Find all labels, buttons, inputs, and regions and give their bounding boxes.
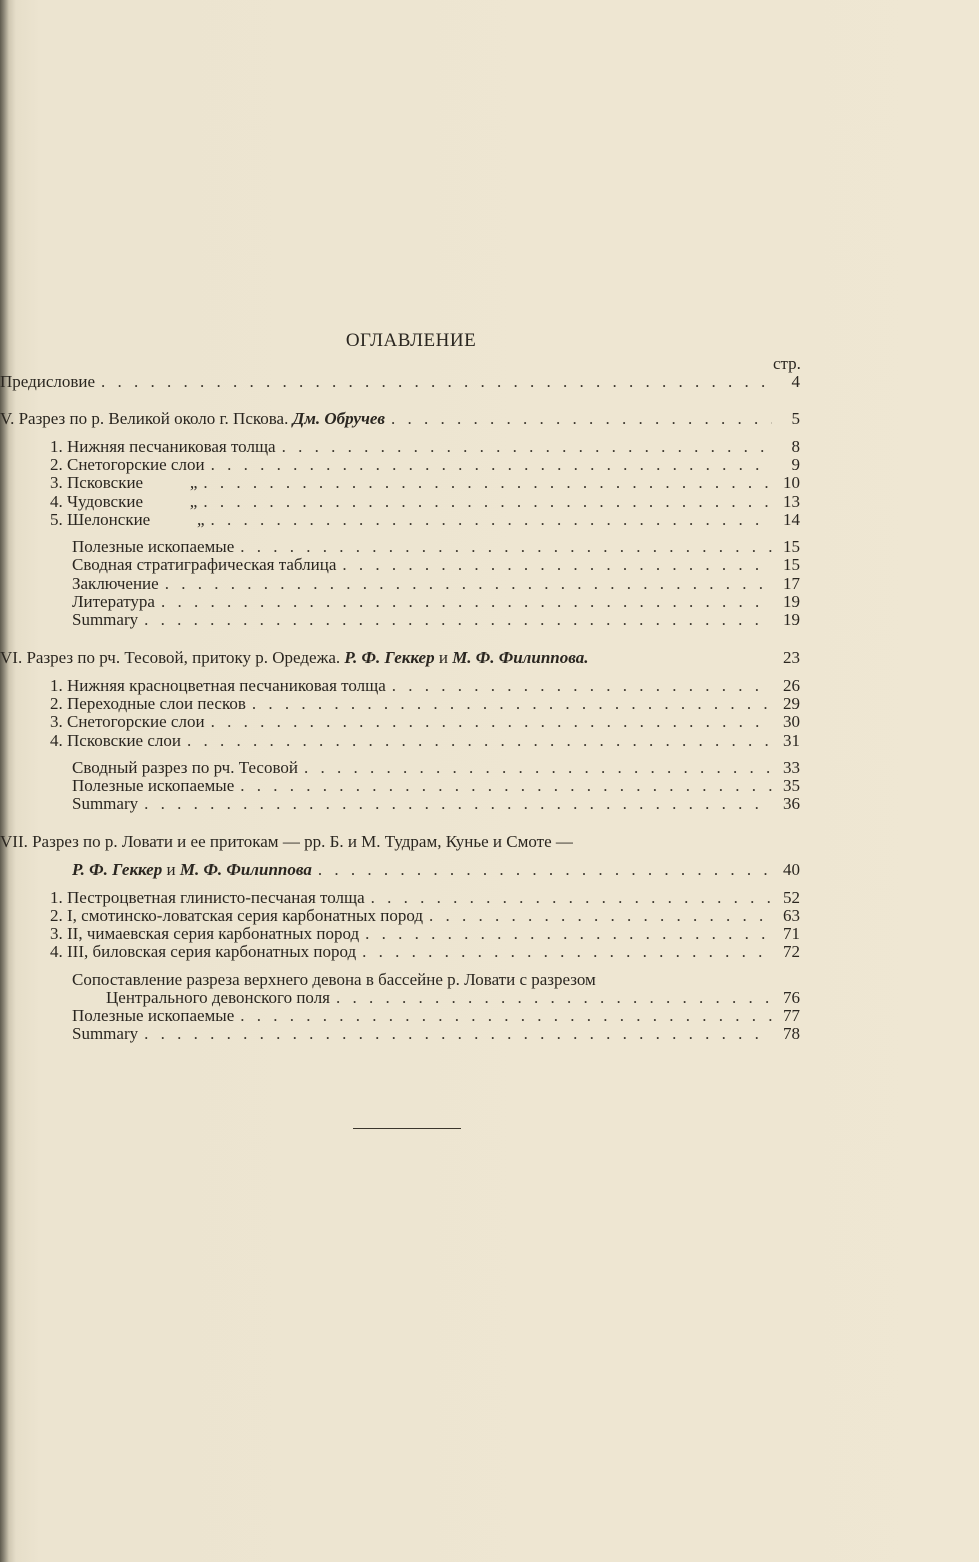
toc-entry[interactable] (72, 1006, 800, 1026)
toc-entry-page: 19 (783, 610, 800, 629)
toc-entry-page: 31 (783, 731, 800, 750)
dot-leader (144, 794, 772, 814)
toc-entry[interactable] (72, 794, 800, 814)
chapter-author: М. Ф. Филиппова. (452, 648, 589, 667)
toc-entry[interactable] (72, 592, 800, 612)
toc-entry-page: 29 (783, 694, 800, 713)
toc-entry[interactable] (50, 437, 800, 457)
dot-leader (240, 1006, 772, 1026)
toc-entry[interactable] (50, 906, 800, 926)
toc-entry-page: 15 (783, 537, 800, 556)
chapter-author: Дм. Обручев (292, 409, 386, 428)
toc-chapter-vii-authors[interactable] (72, 860, 800, 880)
author-conjunction: и (162, 860, 180, 879)
dot-leader (342, 555, 772, 575)
dot-leader (371, 888, 772, 908)
toc-entry-text: 2. I, смотинско-ловатская серия карбонатных пород (50, 906, 423, 925)
toc-entry-text: Summary (72, 794, 139, 813)
toc-entry-page: 17 (783, 574, 800, 593)
toc-entry-page: 23 (783, 648, 800, 667)
toc-entry[interactable] (72, 574, 800, 594)
toc-entry[interactable] (106, 988, 800, 1008)
toc-entry[interactable] (72, 758, 800, 778)
toc-entry[interactable] (50, 492, 800, 512)
toc-entry-page: 35 (783, 776, 800, 795)
chapter-title: VI. Разрез по рч. Тесовой, притоку р. Оредежа. (0, 648, 345, 667)
toc-entry-text: 3. II, чимаевская серия карбонатных пород (50, 924, 360, 943)
toc-entry-text: 4. III, биловская серия карбонатных пород (50, 942, 357, 961)
toc-entry[interactable] (50, 694, 800, 714)
toc-entry-text: 3. Псковские „ (50, 473, 198, 492)
toc-entry-page: 9 (791, 455, 800, 474)
dot-leader (240, 776, 772, 796)
dot-leader (203, 492, 772, 512)
toc-entry[interactable] (50, 924, 800, 944)
toc-entry-text: Полезные ископаемые (72, 1006, 235, 1025)
toc-entry[interactable] (72, 537, 800, 557)
dot-leader (240, 537, 772, 557)
toc-entry-page: 14 (783, 510, 800, 529)
toc-entry-preface[interactable] (0, 372, 800, 392)
chapter-title: V. Разрез по р. Великой около г. Пскова. (0, 409, 293, 428)
dot-leader (429, 906, 772, 926)
dot-leader (144, 1024, 772, 1044)
toc-entry-text: Литература (72, 592, 155, 611)
toc-entry-text: Сводный разрез по рч. Тесовой (72, 758, 298, 777)
dot-leader (187, 731, 772, 751)
toc-entry-page: 5 (791, 409, 800, 428)
toc-entry[interactable] (50, 731, 800, 751)
dot-leader (211, 510, 772, 530)
toc-entry-text: 4. Чудовские „ (50, 492, 198, 511)
toc-entry-page: 10 (783, 473, 800, 492)
dot-leader (336, 988, 772, 1008)
toc-entry-text: 2. Снетогорские слои (50, 455, 205, 474)
toc-entry[interactable] (72, 1024, 800, 1044)
dot-leader (365, 924, 772, 944)
toc-entry-text: Предисловие (0, 372, 96, 391)
toc-entry-page: 26 (783, 676, 800, 695)
dot-leader (392, 676, 772, 696)
toc-entry-page: 78 (783, 1024, 800, 1043)
toc-entry-page: 40 (783, 860, 800, 879)
toc-entry[interactable] (50, 942, 800, 962)
chapter-author: Р. Ф. Геккер (72, 860, 163, 879)
toc-entry-text: Сводная стратиграфическая таблица (72, 555, 337, 574)
dot-leader (304, 758, 772, 778)
dot-leader (318, 860, 772, 880)
chapter-title[interactable]: VII. Разрез по р. Ловати и ее притокам — рр. Б. и М. Тудрам, Кунье и Смоте — (0, 832, 573, 851)
chapter-author: М. Ф. Филиппова (179, 860, 312, 879)
dot-leader (282, 437, 772, 457)
toc-entry-page: 4 (791, 372, 800, 391)
toc-entry[interactable] (50, 712, 800, 732)
dot-leader (101, 372, 772, 392)
toc-entry[interactable] (50, 455, 800, 475)
page-title: ОГЛАВЛЕНИЕ (345, 330, 477, 351)
toc-entry-page: 52 (783, 888, 800, 907)
chapter-author: Р. Ф. Геккер (344, 648, 435, 667)
dot-leader (211, 712, 772, 732)
toc-entry-page: 71 (783, 924, 800, 943)
toc-entry-page: 72 (783, 942, 800, 961)
dot-leader (362, 942, 772, 962)
toc-entry-page: 63 (783, 906, 800, 925)
toc-entry-text: 1. Пестроцветная глинисто-песчаная толща (50, 888, 365, 907)
toc-entry-text: 5. Шелонские „ (50, 510, 205, 529)
toc-entry[interactable] (72, 610, 800, 630)
toc-entry[interactable] (50, 473, 800, 493)
toc-entry-text: 1. Нижняя песчаниковая толща (50, 437, 276, 456)
toc-entry[interactable] (50, 888, 800, 908)
dot-leader (252, 694, 772, 714)
toc-entry-page: 33 (783, 758, 800, 777)
toc-entry-page: 77 (783, 1006, 800, 1025)
toc-entry-text: Полезные ископаемые (72, 776, 235, 795)
end-divider (353, 1128, 461, 1129)
toc-entry-page: 13 (783, 492, 800, 511)
dot-leader (391, 409, 772, 429)
toc-entry-page: 19 (783, 592, 800, 611)
toc-entry-text: Полезные ископаемые (72, 537, 235, 556)
dot-leader (211, 455, 772, 475)
toc-entry-text: Заключение (72, 574, 159, 593)
dot-leader (161, 592, 772, 612)
toc-entry-page: 15 (783, 555, 800, 574)
toc-entry-page: 8 (791, 437, 800, 456)
toc-chapter-v[interactable] (0, 409, 800, 429)
author-conjunction: и (434, 648, 453, 667)
toc-entry-text[interactable]: Сопоставление разреза верхнего девона в бассейне р. Ловати с разрезом (72, 970, 596, 989)
toc-entry-page: 30 (783, 712, 800, 731)
page-column-label: стр. (773, 354, 801, 373)
toc-entry[interactable] (50, 510, 800, 530)
dot-leader (203, 473, 772, 493)
toc-entry-text: 4. Псковские слои (50, 731, 181, 750)
toc-entry-text: 1. Нижняя красноцветная песчаниковая толща (50, 676, 386, 695)
toc-chapter-vi[interactable] (0, 648, 800, 668)
toc-entry-text: Summary (72, 610, 139, 629)
toc-entry-page: 76 (783, 988, 800, 1007)
toc-entry-text: 3. Снетогорские слои (50, 712, 205, 731)
toc-entry-text: 2. Переходные слои песков (50, 694, 246, 713)
toc-entry-text: Summary (72, 1024, 139, 1043)
dot-leader (144, 610, 772, 630)
toc-entry-page: 36 (783, 794, 800, 813)
toc-entry[interactable] (72, 776, 800, 796)
dot-leader (165, 574, 772, 594)
toc-entry-text: Центрального девонского поля (106, 988, 331, 1007)
toc-entry[interactable] (50, 676, 800, 696)
toc-entry[interactable] (72, 555, 800, 575)
